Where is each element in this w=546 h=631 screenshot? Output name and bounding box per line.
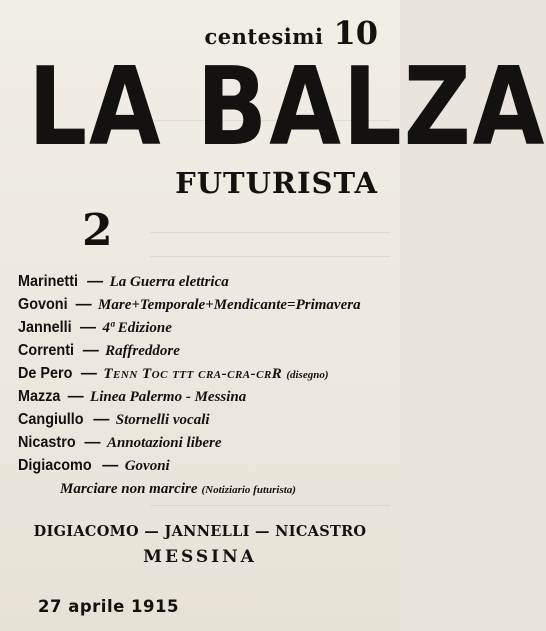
entry-author: Digiacomo bbox=[18, 457, 92, 474]
entry-title: Raffreddore bbox=[105, 343, 180, 359]
contents-entry bbox=[18, 454, 390, 477]
contents-entry bbox=[18, 270, 390, 293]
entry-separator: — bbox=[102, 457, 119, 474]
contents-entry bbox=[18, 339, 390, 362]
bleed-through-line bbox=[150, 256, 390, 257]
entry-title: Marciare non marcire bbox=[60, 481, 198, 497]
entry-author: Marinetti bbox=[18, 273, 79, 290]
entry-title: La Guerra elettrica bbox=[109, 274, 229, 290]
masthead-title: LA BALZA bbox=[28, 45, 546, 170]
entry-title: Linea Palermo - Messina bbox=[90, 389, 247, 405]
contents-entry bbox=[18, 385, 390, 408]
entry-separator: — bbox=[67, 388, 84, 405]
entry-separator: — bbox=[82, 342, 99, 359]
entry-author: Mazza bbox=[18, 388, 61, 405]
entry-separator: — bbox=[80, 319, 97, 336]
entry-title: Annotazioni libere bbox=[106, 435, 222, 451]
bleed-through-line bbox=[150, 232, 390, 233]
contents-entry bbox=[18, 477, 390, 500]
entry-separator: — bbox=[87, 273, 104, 290]
entry-author: Govoni bbox=[18, 296, 68, 313]
contents-entry bbox=[18, 408, 390, 431]
price-word: centesimi bbox=[204, 24, 324, 49]
entry-separator: — bbox=[75, 296, 92, 313]
editors-line: DIGIACOMO — JANNELLI — NICASTRO bbox=[33, 523, 367, 540]
issue-date: 27 aprile 1915 bbox=[38, 597, 179, 616]
issue-number: 2 bbox=[82, 205, 113, 256]
entry-title: Mare+Temporale+Mendicante=Primavera bbox=[98, 297, 361, 313]
entry-separator: — bbox=[80, 365, 97, 382]
entry-title: Stornelli vocali bbox=[115, 412, 210, 428]
contents-entry bbox=[18, 316, 390, 339]
table-of-contents bbox=[18, 270, 390, 500]
entry-author: Cangiullo bbox=[18, 411, 84, 428]
entry-separator: — bbox=[84, 434, 101, 451]
entry-separator: — bbox=[93, 411, 110, 428]
entry-author: Nicastro bbox=[18, 434, 76, 451]
entry-author: De Pero bbox=[18, 365, 73, 382]
entry-note: (Notiziario futurista) bbox=[201, 484, 296, 496]
bleed-through-line bbox=[150, 505, 390, 506]
masthead-subtitle: FUTURISTA bbox=[175, 166, 378, 200]
entry-title: 4ª Edizione bbox=[102, 320, 172, 336]
city-name: MESSINA bbox=[143, 547, 257, 567]
entry-author: Jannelli bbox=[18, 319, 72, 336]
entry-title: Govoni bbox=[124, 458, 170, 474]
contents-entry bbox=[18, 431, 390, 454]
contents-entry bbox=[18, 362, 390, 385]
entry-author: Correnti bbox=[18, 342, 75, 359]
price-value: 10 bbox=[333, 14, 378, 52]
entry-title: Tenn Toc ttt cra-cra-crR bbox=[103, 366, 283, 382]
contents-entry bbox=[18, 293, 390, 316]
entry-note: (disegno) bbox=[286, 369, 329, 381]
